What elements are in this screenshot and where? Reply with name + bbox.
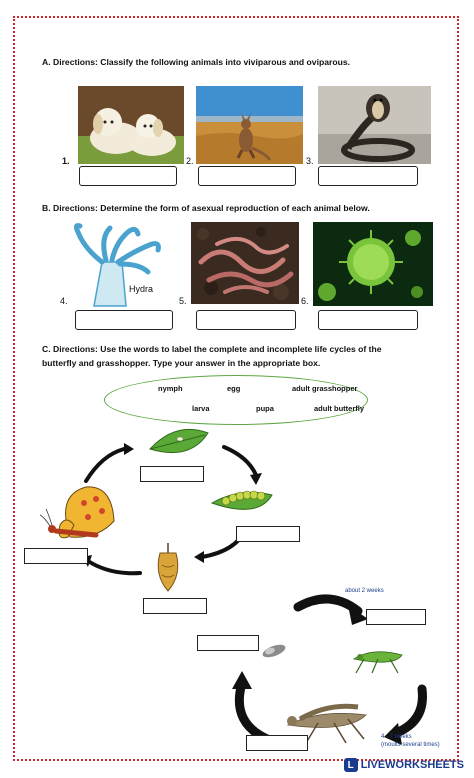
larva-stage-answer-box[interactable] bbox=[236, 526, 300, 542]
item-number-1: 1. bbox=[62, 156, 70, 166]
answer-box-1[interactable] bbox=[79, 166, 177, 186]
answer-box-6[interactable] bbox=[318, 310, 418, 330]
nymph-stage-answer-box[interactable] bbox=[366, 609, 426, 625]
answer-box-5[interactable] bbox=[196, 310, 296, 330]
dogs-photo bbox=[78, 86, 184, 164]
item-number-5: 5. bbox=[179, 296, 187, 306]
adult-butterfly-answer-box[interactable] bbox=[24, 548, 88, 564]
hydra-label: Hydra bbox=[129, 284, 154, 294]
egg-stage-answer-box[interactable] bbox=[140, 466, 204, 482]
word-bank-oval bbox=[104, 375, 368, 425]
note-4-7-weeks: 4 - 7 weeks bbox=[381, 734, 412, 740]
word-bank-nymph: nymph bbox=[158, 384, 183, 393]
note-about-2-weeks: about 2 weeks bbox=[345, 588, 384, 594]
item-number-2: 2. bbox=[186, 156, 194, 166]
hydra-drawing bbox=[66, 220, 176, 310]
section-c-heading-line1: C. Directions: Use the words to label the complete and incomplete life cycles of the bbox=[42, 344, 382, 354]
grasshopper-egg-answer-box[interactable] bbox=[197, 635, 259, 651]
cobra-photo bbox=[318, 86, 431, 164]
note-moults: (moults several times) bbox=[381, 742, 440, 748]
item-number-6: 6. bbox=[301, 296, 309, 306]
item-number-4: 4. bbox=[60, 296, 68, 306]
liveworksheets-brand bbox=[344, 756, 464, 774]
section-b-heading: B. Directions: Determine the form of asexual reproduction of each animal below. bbox=[42, 203, 370, 213]
brand-name: LIVEWORKSHEETS bbox=[360, 759, 464, 771]
kangaroo-photo bbox=[196, 86, 303, 164]
word-bank-larva: larva bbox=[192, 404, 210, 413]
answer-box-4[interactable] bbox=[75, 310, 173, 330]
word-bank-pupa: pupa bbox=[256, 404, 274, 413]
liveworksheets-logo-icon: L bbox=[344, 758, 358, 772]
worms-photo bbox=[191, 222, 299, 304]
answer-box-2[interactable] bbox=[198, 166, 296, 186]
word-bank-adult-butterfly: adult butterfly bbox=[314, 404, 364, 413]
word-bank-egg: egg bbox=[227, 384, 241, 393]
virus-image bbox=[313, 222, 433, 306]
section-a-heading: A. Directions: Classify the following animals into viviparous and oviparous. bbox=[42, 57, 350, 67]
adult-grasshopper-answer-box[interactable] bbox=[246, 735, 308, 751]
section-c-heading-line2: butterfly and grasshopper. Type your answer in the appropriate box. bbox=[42, 358, 321, 368]
item-number-3: 3. bbox=[306, 156, 314, 166]
word-bank-adult-grasshopper: adult grasshopper bbox=[292, 384, 358, 393]
answer-box-3[interactable] bbox=[318, 166, 418, 186]
